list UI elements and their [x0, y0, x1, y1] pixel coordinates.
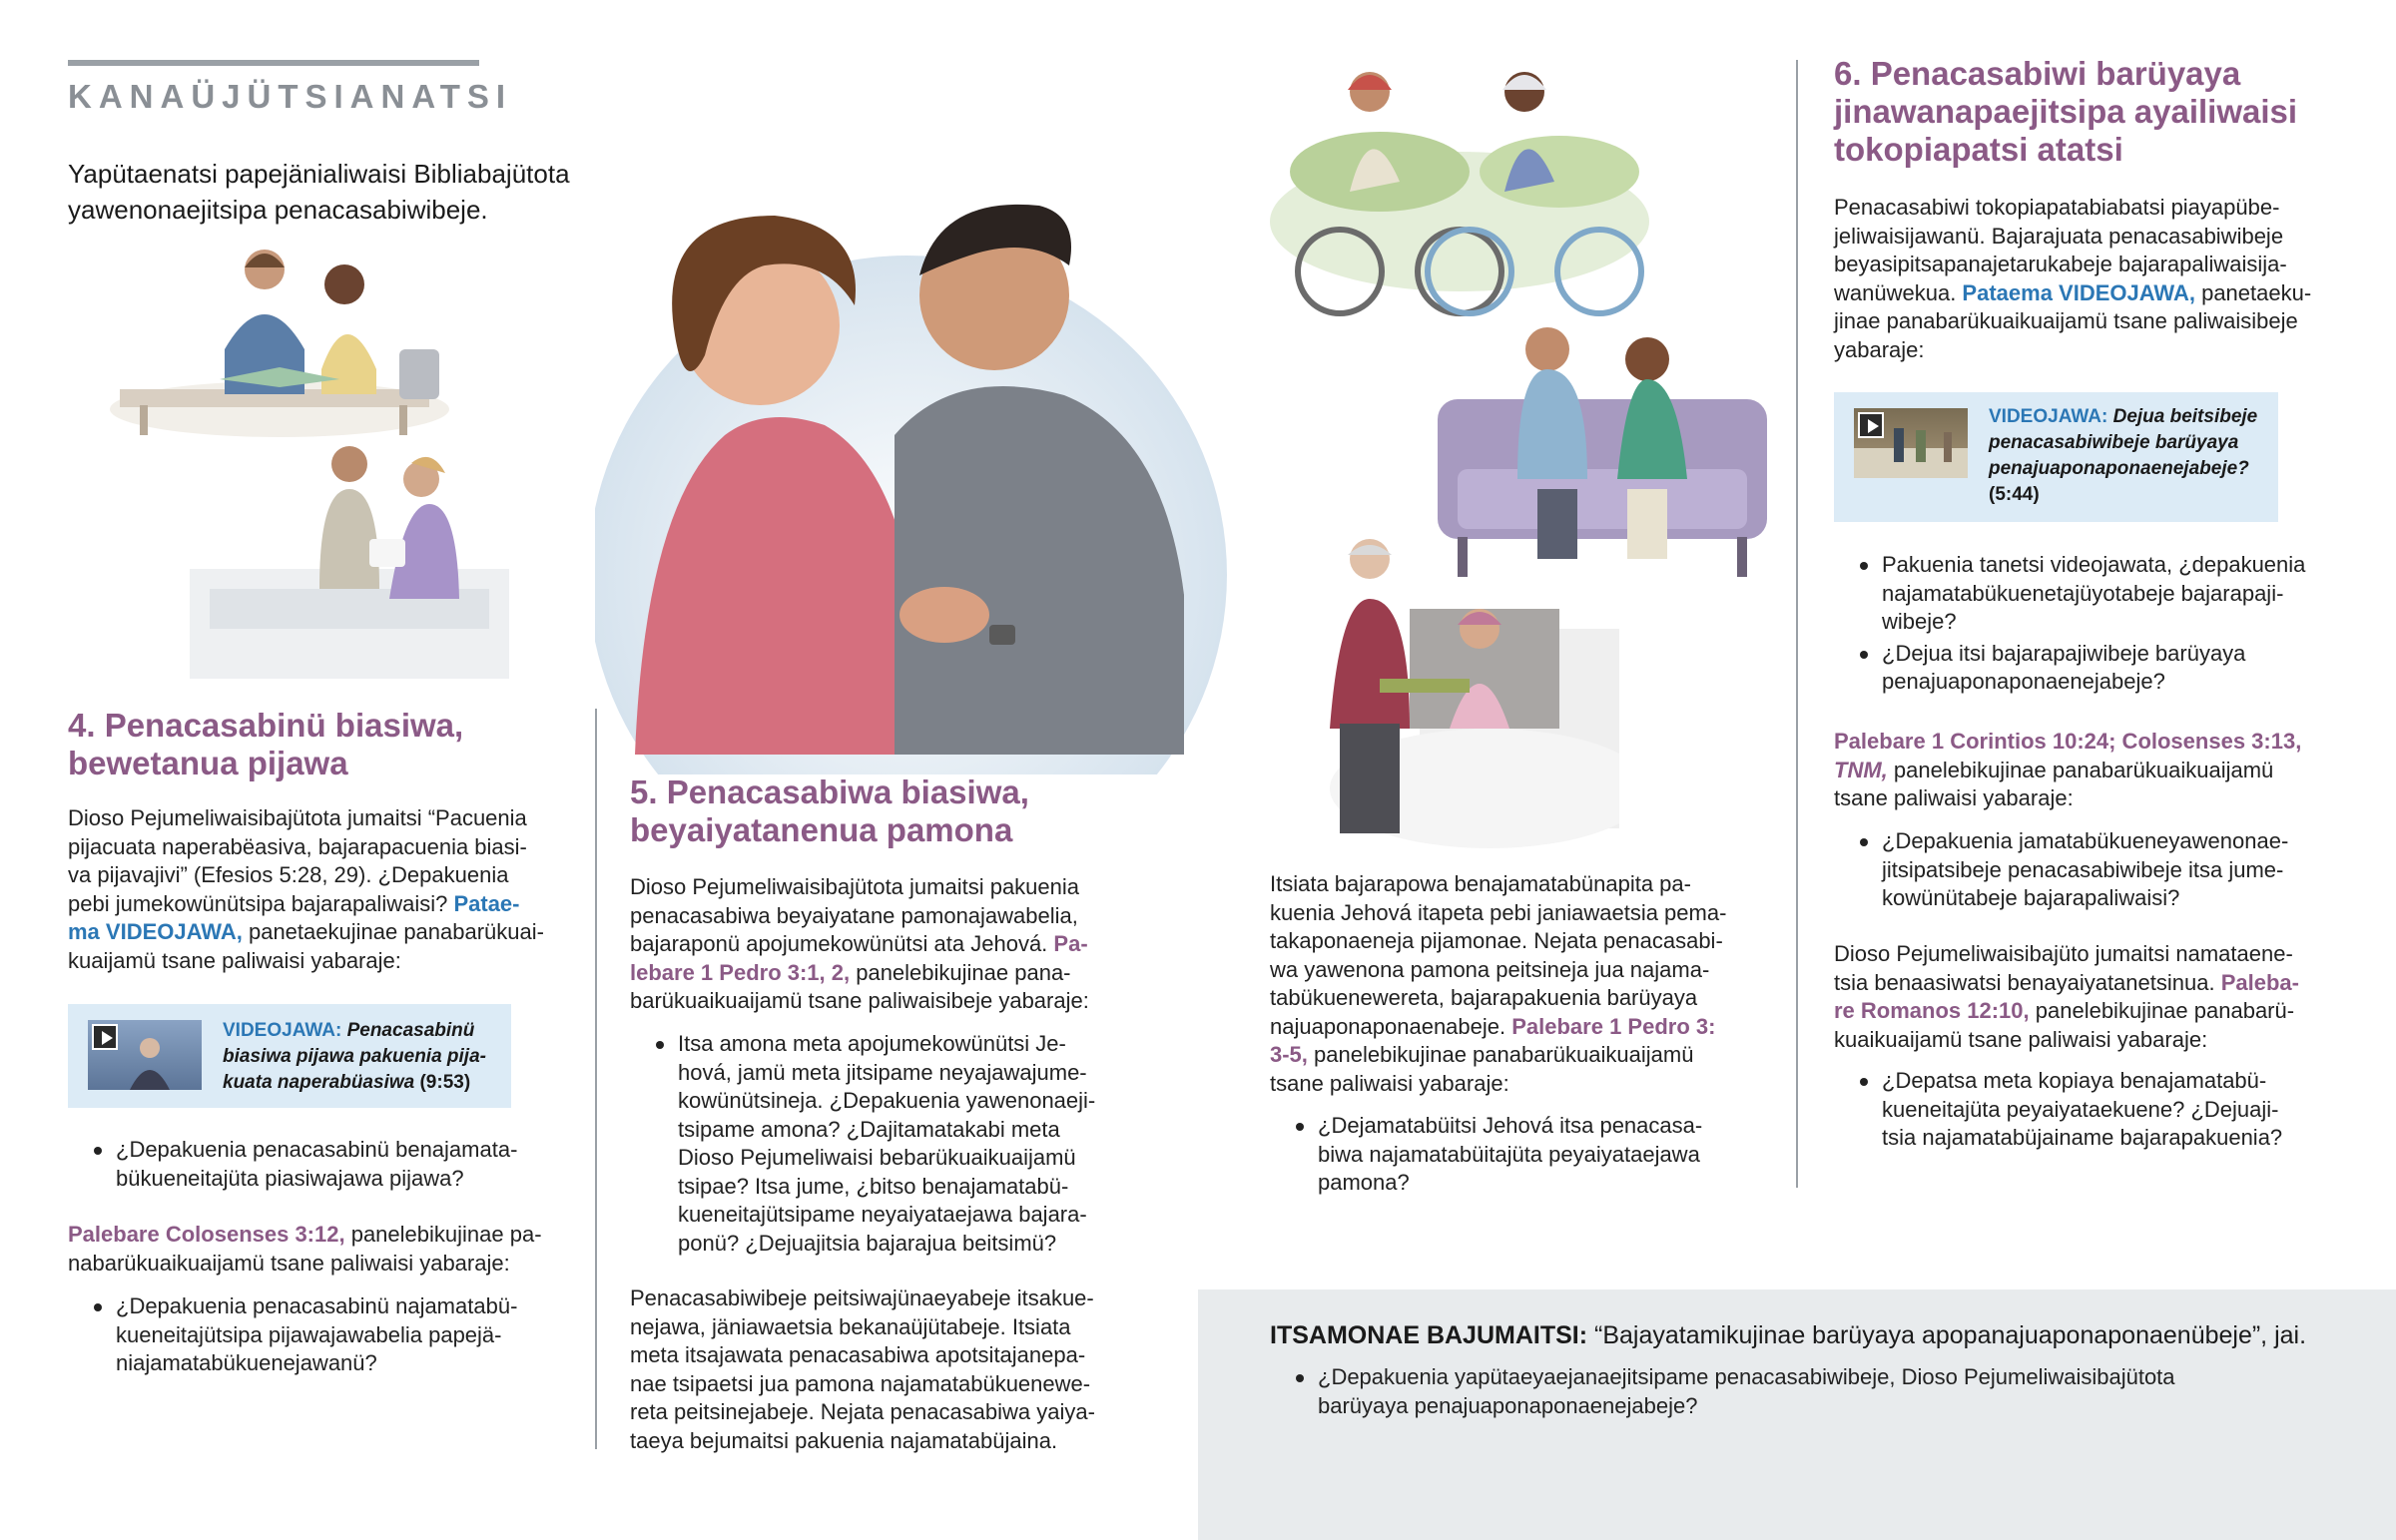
bullet-icon	[1860, 651, 1868, 659]
text-line: panetaekujinae panabarükuai-	[248, 919, 544, 944]
list-item	[1834, 551, 2373, 637]
text-line: pamona?	[1318, 1170, 1410, 1195]
illustration-couple-cycling	[1260, 62, 1659, 331]
text-line: pebi jumekowünütsipa bajarapaliwaisi?	[68, 890, 448, 916]
scripture-ref[interactable]: Paleba-	[2214, 969, 2299, 995]
video-title: Penacasabinü	[341, 1020, 475, 1041]
bullet-icon	[1860, 838, 1868, 846]
section-6-bullets-3	[1834, 1067, 2373, 1156]
section-4-ref-paragraph	[68, 1221, 587, 1278]
section-6-title-line1: 6. Penacasabiwi barüyaya	[1834, 55, 2241, 92]
text-line: Penacasabiwi tokopiapatabiabatsi piayapübe-	[1834, 195, 2280, 220]
text-line: kuaikuaijamü tsane paliwaisi yabaraje:	[1834, 1026, 2208, 1052]
text-line: najuaponaponaenabeje.	[1270, 1013, 1506, 1039]
text-line: beyasipitsapanajetarukabeje bajarapaliwaisija-	[1834, 252, 2287, 276]
text-line: nabarükuaikuaijamü tsane paliwaisi yabaraje:	[68, 1250, 510, 1276]
text-line: yabaraje:	[1834, 336, 1925, 362]
text-line: wibeje?	[1882, 609, 1957, 634]
list-item	[1834, 640, 2373, 697]
section-4-bullets-1	[68, 1136, 587, 1196]
section-4-paragraph	[68, 804, 587, 975]
video-title: penacasabiwibeje barüyaya	[1989, 432, 2239, 453]
section-6-bullets-2	[1834, 827, 2373, 916]
scripture-ref-cont[interactable]: TNM,	[1834, 757, 1888, 782]
text-line: tsipae? Itsa jume, ¿bitso benajamatabü-	[678, 1173, 1069, 1199]
bullet-icon	[94, 1147, 102, 1155]
section-5-paragraph	[630, 873, 1169, 1016]
text-line: barüyaya penajuaponaponaenejabeje?	[1318, 1392, 1698, 1418]
text-line: Dioso Pejumeliwaisibajütota jumaitsi “Pacuenia	[68, 805, 527, 830]
text-line: Dioso Pejumeliwaisi bebarükuaikuaijamü	[678, 1145, 1076, 1170]
text-line: ¿Dejua itsi bajarapajiwibeje barüyaya	[1882, 640, 2246, 666]
text-line: kuaijamü tsane paliwaisi yabaraje:	[68, 947, 401, 973]
text-line: kowünütsineja. ¿Depakuenia yawenonaeji-	[678, 1088, 1096, 1113]
text-line: tsia benaasiwatsi benayaiyatanetsinua.	[1834, 969, 2215, 995]
video-caption-sec6	[1989, 404, 2278, 508]
text-line: tsane paliwaisi yabaraje:	[1834, 785, 2074, 810]
video-title: penajuaponaponaenejabeje?	[1989, 458, 2249, 479]
column-3-bullets	[1270, 1112, 1789, 1201]
scripture-ref-cont[interactable]: 3-5,	[1270, 1042, 1308, 1067]
text-line: Dioso Pejumeliwaisibajüto jumaitsi namataene-	[1834, 941, 2293, 966]
illustration-couple-holding-hands	[595, 196, 1234, 774]
section-4-title-line2: bewetanua pijawa	[68, 745, 348, 781]
scripture-ref[interactable]: Palebare Colosenses 3:12,	[68, 1222, 345, 1247]
scripture-ref-cont[interactable]: re Romanos 12:10,	[1834, 998, 2030, 1023]
scripture-ref[interactable]: Pa-	[1047, 931, 1088, 956]
column-divider	[1796, 60, 1798, 1188]
text-line: penajuaponaponaenejabeje?	[1882, 669, 2165, 694]
text-line: Penacasabiwibeje peitsiwajünaeyabeje itsakue-	[630, 1285, 1094, 1310]
text-line: panelebikujinae pana-	[850, 959, 1071, 985]
illustration-couple-kitchen	[190, 439, 509, 679]
text-line: va pijavajivi” (Efesios 5:28, 29). ¿Depakuenia	[68, 862, 509, 887]
section-6-paragraph	[1834, 194, 2373, 364]
text-line: taeya bejumaitsi pakuenia najamatabüjaina.	[630, 1427, 1058, 1453]
header-rule	[68, 60, 479, 66]
video-box-sec6[interactable]	[1834, 392, 2278, 522]
text-line: najamatabükuenetajüyotabeje bajarapaji-	[1882, 580, 2284, 606]
section-6-title	[1834, 55, 2297, 169]
text-line: jinae panabarükuaikuaijamü tsane paliwaisibeje	[1834, 308, 2298, 333]
page-header: KANAÜJÜTSIANATSI	[68, 78, 513, 115]
summary-heading	[1270, 1319, 2368, 1351]
video-title: Dejua beitsibeje	[2107, 406, 2258, 427]
section-5-title	[630, 773, 1029, 849]
play-icon[interactable]	[92, 1024, 118, 1050]
text-line: ¿Depakuenia jamatabükueneyawenonae-	[1882, 828, 2289, 853]
bullet-icon	[1860, 562, 1868, 570]
text-line: kuenia Jehová itapeta pebi janiawaetsia pema-	[1270, 899, 1727, 925]
summary-bullets	[1270, 1363, 2368, 1423]
video-caption-sec4	[223, 1018, 512, 1096]
list-item	[1270, 1112, 1789, 1198]
text-line: nejawa, jäniawaetsia bekanaüjütabeje. Itsiata	[630, 1313, 1071, 1339]
section-6-title-line2: jinawanapaejitsipa ayailiwaisi	[1834, 93, 2298, 130]
text-line: kueneitajüta peyaiyataekuene? ¿Dejuaji-	[1882, 1096, 2279, 1122]
column-3-paragraph	[1270, 870, 1789, 1098]
text-line: niajamatabükuenejawanü?	[116, 1350, 377, 1375]
text-line: tsane paliwaisi yabaraje:	[1270, 1070, 1509, 1096]
video-link[interactable]: Pataema VIDEOJAWA,	[1956, 279, 2195, 305]
section-6-bullets-1	[1834, 551, 2373, 700]
text-line: hová, jamü meta jitsipame neyajawajume-	[678, 1059, 1087, 1085]
text-line: jeliwaisijawanü. Bajarajuata penacasabiwibeje	[1834, 223, 2284, 249]
bullet-icon	[656, 1041, 664, 1049]
text-line: kowünütabeje bajarapaliwaisi?	[1882, 885, 2180, 910]
section-6-ref-paragraph	[1834, 728, 2373, 813]
play-icon[interactable]	[1858, 412, 1884, 438]
illustration-couple-studying	[100, 240, 459, 439]
text-line: Pakuenia tanetsi videojawata, ¿depakuenia	[1882, 552, 2306, 577]
text-line: kueneitajütsipame neyaiyataejawa bajara-	[678, 1202, 1087, 1227]
text-line: tabükuenewereta, bajarapakuenia barüyaya	[1270, 985, 1698, 1010]
column-divider	[595, 709, 597, 1449]
summary-quote: “Bajayatamikujinae barüyaya apopanajuaponaponaenübeje”, jai.	[1587, 1321, 2307, 1349]
section-5-title-line2: beyaiyatanenua pamona	[630, 811, 1013, 848]
video-duration: (5:44)	[1989, 484, 2040, 505]
video-thumbnail[interactable]	[1854, 408, 1968, 478]
text-line: jitsipatsibeje penacasabiwibeje itsa jume-	[1882, 856, 2284, 882]
section-4-title-line1: 4. Penacasabinü biasiwa,	[68, 707, 464, 744]
text-line: panelebikujinae pa-	[344, 1222, 542, 1247]
text-line: takaponaeneja pijamonae. Nejata penacasabi-	[1270, 928, 1723, 953]
section-5-bullets	[630, 1030, 1169, 1261]
video-box-sec4[interactable]	[68, 1004, 511, 1108]
text-line: ¿Depakuenia penacasabinü najamatabü-	[116, 1293, 518, 1318]
text-line: ponü? ¿Dejuajitsia bajarajua beitsimü?	[678, 1230, 1057, 1256]
summary-title: ITSAMONAE BAJUMAITSI:	[1270, 1321, 1588, 1349]
bullet-icon	[1296, 1123, 1304, 1131]
bullet-icon	[94, 1303, 102, 1311]
text-line: bükueneitajüta piasiwajawa pijawa?	[116, 1165, 464, 1191]
text-line: kueneitajütsipa pijawajawabelia papejä-	[116, 1321, 502, 1347]
text-line: pijacuata naperabëasiva, bajarapacuenia biasi-	[68, 833, 527, 859]
video-thumbnail[interactable]	[88, 1020, 202, 1090]
section-4-title	[68, 707, 463, 782]
text-line: Itsa amona meta apojumekowünütsi Je-	[678, 1031, 1066, 1056]
scripture-ref[interactable]: Palebare 1 Pedro 3:	[1505, 1013, 1716, 1039]
video-link[interactable]: Patae-	[447, 890, 520, 916]
video-label: VIDEOJAWA:	[1989, 406, 2108, 427]
text-line: reta peitsinejabeje. Nejata penacasabiwa yaiya-	[630, 1399, 1095, 1424]
section-6-title-line3: tokopiapatsi atatsi	[1834, 131, 2123, 168]
intro-text: Yapütaenatsi papejänialiwaisi Bibliabajütota yawenonaejitsipa penacasabiwibeje.	[68, 159, 570, 225]
text-line: panetaeku-	[2194, 279, 2312, 305]
section-5-paragraph-2	[630, 1284, 1169, 1455]
scripture-ref[interactable]: Palebare 1 Corintios 10:24; Colosenses 3:13,	[1834, 729, 2302, 754]
section-4-bullets-2	[68, 1292, 587, 1381]
text-line: tsipame amona? ¿Dajitamatakabi meta	[678, 1116, 1060, 1142]
scripture-ref-cont[interactable]: lebare 1 Pedro 3:1, 2,	[630, 959, 851, 985]
illustration-husband-caring-wife	[1270, 529, 1619, 848]
list-item	[1834, 827, 2373, 913]
text-line: wanüwekua.	[1834, 279, 1957, 305]
text-line: meta itsajawata penacasabiwa apotsitajanepa-	[630, 1342, 1086, 1367]
text-line: Itsiata bajarapowa benajamatabünapita pa-	[1270, 871, 1691, 896]
section-6-paragraph-3	[1834, 940, 2373, 1054]
text-line: ¿Dejamatabüitsi Jehová itsa penacasa-	[1318, 1113, 1703, 1138]
list-item	[1834, 1067, 2373, 1153]
text-line: panelebikujinae panabarükuaikuaijamü	[1887, 757, 2274, 782]
bullet-icon	[1296, 1374, 1304, 1382]
video-label: VIDEOJAWA:	[223, 1020, 342, 1041]
video-title: biasiwa pijawa pakuenia pija-	[223, 1046, 486, 1067]
text-line: tsia najamatabüjainame bajarapakuenia?	[1882, 1125, 2283, 1150]
text-line: biwa najamatabüitajüta peyaiyataejawa	[1318, 1141, 1700, 1167]
list-item	[1270, 1363, 2368, 1420]
list-item	[68, 1136, 587, 1193]
list-item	[630, 1030, 1169, 1258]
text-line: barükuaikuaijamü tsane paliwaisibeje yabaraje:	[630, 988, 1089, 1013]
text-line: bajaraponü apojumekowünütsi ata Jehová.	[630, 931, 1048, 956]
text-line: panelebikujinae panabarü-	[2029, 998, 2295, 1023]
text-line: ¿Depatsa meta kopiaya benajamatabü-	[1882, 1068, 2267, 1093]
text-line: Dioso Pejumeliwaisibajütota jumaitsi pakuenia	[630, 874, 1080, 899]
video-duration: (9:53)	[414, 1072, 471, 1093]
text-line: wa yawenona pamona peitsineja jua najama-	[1270, 956, 1710, 982]
text-line: nae tsipaetsi jua pamona najamatabükuenewe-	[630, 1370, 1091, 1396]
bullet-icon	[1860, 1078, 1868, 1086]
section-5-title-line1: 5. Penacasabiwa biasiwa,	[630, 773, 1029, 810]
text-line: panelebikujinae panabarükuaikuaijamü	[1307, 1042, 1694, 1067]
list-item	[68, 1292, 587, 1378]
video-link-cont[interactable]: ma VIDEOJAWA,	[68, 919, 243, 944]
text-line: ¿Depakuenia yapütaeyaejanaejitsipame penacasabiwibeje, Dioso Pejumeliwaisibajütota	[1318, 1364, 2175, 1389]
text-line: ¿Depakuenia penacasabinü benajamata-	[116, 1137, 518, 1162]
video-title: kuata naperabüasiwa	[223, 1072, 415, 1093]
text-line: penacasabiwa beyaiyatane pamonajawabelia,	[630, 902, 1078, 928]
